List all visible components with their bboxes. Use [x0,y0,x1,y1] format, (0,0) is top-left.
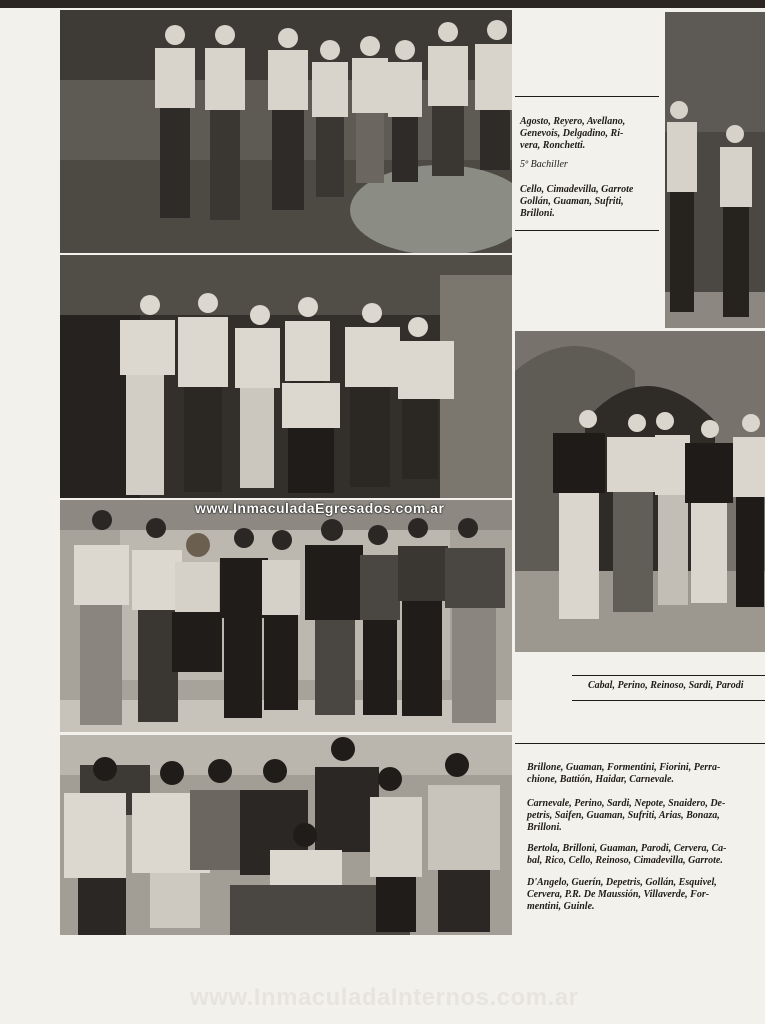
caption-4: Cabal, Perino, Reinoso, Sardi, Parodi [588,680,744,691]
watermark-bottom: www.InmaculadaInternos.com.ar [190,984,579,1011]
caption-line: petris, Saifen, Guaman, Sufriti, Arias, Bonaza, [527,810,720,821]
caption-6 [527,798,765,834]
caption-line: bal, Rico, Cello, Reinoso, Cimadevilla, Garrote. [527,855,723,866]
watermark-top: www.InmaculadaEgresados.com.ar [195,500,445,516]
caption-line: vera, Ronchetti. [520,140,586,151]
group-photo-1 [60,10,512,253]
caption-7 [527,843,765,867]
top-border [0,0,765,8]
caption-1 [520,116,662,152]
caption-rule [515,743,765,744]
caption-line: Genevois, Delgadino, Ri- [520,128,624,139]
group-photo-2 [665,12,765,328]
caption-5 [527,762,765,786]
caption-line: Carnevale, Perino, Sardi, Nepote, Snaidero, De- [527,798,726,809]
caption-line: Cello, Cimadevilla, Garrote [520,184,634,195]
group-photo-3 [60,255,512,498]
group-photo-4 [515,331,765,652]
caption-line: mentini, Guinle. [527,901,595,912]
caption-rule [515,96,659,97]
caption-rule [572,675,765,676]
caption-line: Gollán, Guaman, Sufriti, [520,196,624,207]
caption-line: Bertola, Brilloni, Guaman, Parodi, Cervera, Ca- [527,843,727,854]
group-photo-6 [60,735,512,935]
caption-line: D'Angelo, Guerín, Depetris, Gollán, Esquivel, [527,877,717,888]
caption-rule [572,700,765,701]
caption-line: Brillone, Guaman, Formentini, Fiorini, Perra- [527,762,721,773]
group-photo-5 [60,500,512,732]
caption-line: Agosto, Reyero, Avellano, [520,116,626,127]
caption-8 [527,877,765,913]
caption-line: Brilloni. [520,208,555,219]
caption-line: Cervera, P.R. De Maussión, Villaverde, For- [527,889,710,900]
caption-class-title: 5º Bachiller [520,159,568,170]
caption-line: chione, Battión, Haidar, Carnevale. [527,774,674,785]
caption-3 [520,184,662,220]
caption-line: Brilloni. [527,822,562,833]
caption-rule [515,230,659,231]
